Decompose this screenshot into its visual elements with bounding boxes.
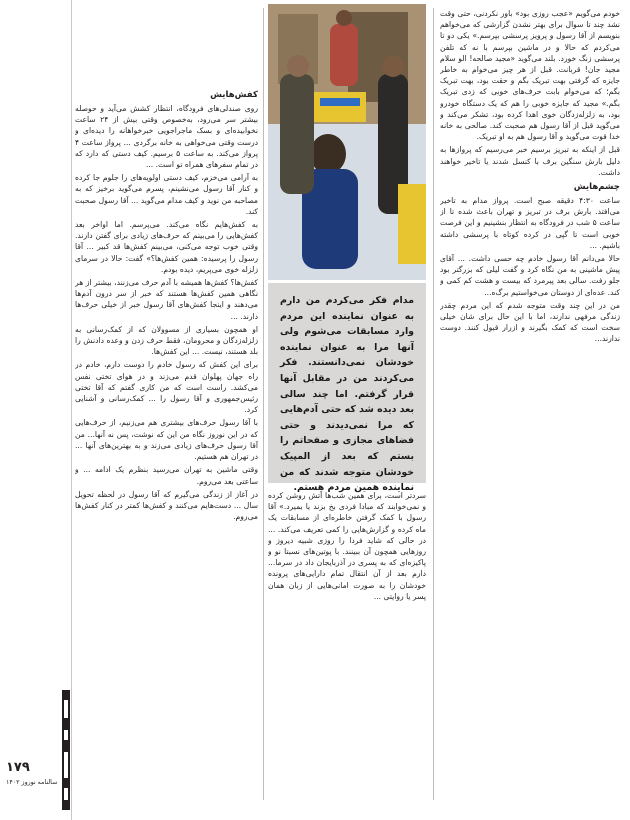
left-para-8: وقتی ماشین به تهران می‌رسید بنظرم یک ادامه ... و ساعتی بعد می‌روم. <box>75 465 258 486</box>
left-para-7: با آقا رسول حرف‌های بیشتری هم می‌زنیم، از حرف‌هایی که در این نوروز نگاه من این که نوشت، پس نه آنها... من آقا رسول حرف‌های زیادی می‌زند و به بهترین‌های آنها ... در تهران هم هستیم. <box>75 418 258 462</box>
issue-label: سالنامه نوروز ۱۴۰۲ <box>6 779 58 786</box>
right-para-2: قبل از اینکه به تبریز برسیم خبر می‌رسیم که پروازها به دلیل بارش سنگین برف با کنسل شدند یا تاخیر خواهند داشت. <box>440 145 620 177</box>
right-para-5: من در این چند وقت متوجه شدم که این مردم چقدر زندگی مرفهی ندارند، اما با این حال برای شان خیلی سخت است که کمک بگیرند و ازرار قبول کنند. دوست ندارند... <box>440 300 620 344</box>
left-para-1: روی صندلی‌های فرودگاه، انتظار کشش می‌آید و حوصله بیشتر سر می‌رود، به‌خصوص وقتی بیش از ۲۴ ساعت نخوابیده‌ای و بسک ماجراجویی خبرخواهانه را دیده‌ای و درست وقتی می‌خواهی به خانه برگردی ... پرواز ساعت ۴ پرواز می‌کند. به ساعت ۵ برسیم. کیف دستی که دارد که در تمام سفرهای همراه تو است. ... <box>75 104 258 170</box>
middle-column <box>268 490 426 800</box>
page-number: ۱۷۹ <box>6 760 30 775</box>
column-divider <box>433 8 434 800</box>
left-para-5: او همچون بسیاری از مسوولان که از کمک‌رسانی به زلزله‌زدگان و محرومان، فقط حرف زدن و وعده دادنش را بلد هستند، نیست. ... این کفش‌ها. <box>75 324 258 357</box>
photo-illustration <box>268 4 426 280</box>
pull-quote: مدام فکر می‌کردم من دارم به عنوان نماینده این مردم وارد مسابقات می‌شوم ولی آنها مرا به عنوان نماینده خودشان نمی‌دانستند. فکر می‌کردند من در مقابل آنها قرار گرفتم. اما چند سالی بعد دیده شد که حتی آدم‌هایی که مرا نمی‌دیدند و حتی فضاهای مجازی و صفحاتم را بستم که بعد از المپیک خودشان متوجه شدند که من نماینده همین مردم هستم. <box>268 283 426 483</box>
left-para-3: به کفش‌هایم نگاه می‌کند. می‌پرسم. اما اواخر بعد کفش‌هایی را می‌بینم که حرف‌های زیادی برای گفتن دارند. وقتی خوب توجه می‌کنی، می‌بینم کفش‌ها قد کبیر ... آقا رسول را پرسیده: همین کفش‌ها؟» گفت: حالا در سرمای زلزله خوی می‌پریم، دیده بودم. <box>75 220 258 274</box>
right-para-4: حالا می‌دانم آقا رسول خادم چه حسی داشت. ... آقای پیش ماشینی به من نگاه کرد و گفت لیلی که بزرگتر بود جلو رفت. سالی بعد پیرمرد که بیست و هشت کم کمی و کند. عده‌ای از دوستان می‌خواستیم برگ‌ه... <box>440 254 620 297</box>
middle-body: سردتر است، برای همین شب‌ها آتش روشن کرده و نمی‌خوابند که مبادا فردی بخ بزند یا بمیرد.» آقا رسول با کمک گرفتن خاطره‌ای از مسابقات یک ماه کرده و گزارش‌هایی را کمی تعریف می‌کند. ... در حالی که شاید فردا را روزی شبیه دیروز و روزهایی همچون آن ببینند. با پوتین‌های نسبتا نو و پاکیزه‌ای که به پسری در آذربایجان داد در سرما... دارم بعد از آن انتقال تمام دارایی‌های پرونده خودشان را به صورت امانی‌هایی از زبان همان پسر یا روایتی ... <box>268 491 426 601</box>
magazine-logo-icon <box>60 690 72 810</box>
right-para-3: ساعت ۴:۳۰ دقیقه صبح است. پرواز مدام به تاخیر می‌افتد. بارش برف در تبریز و تهران باعث شده تا از ساعت ۵ شب در فرودگاه به انتظار بنشینیم و این فرصت خوبی است تا گپی در کرده کوتاه با پرسشی داشته باشیم. ... <box>440 196 620 250</box>
photo-aid-distribution <box>268 4 426 280</box>
left-column <box>75 86 258 798</box>
column-divider <box>263 8 264 800</box>
right-column <box>440 8 620 798</box>
section-heading-shoes: کفش‌هایش <box>210 90 258 100</box>
left-para-6: برای این کفش که رسول خادم را دوست دارم، خادم در راه جهان پهلوان قدم می‌زند و در هوای تختی نفس می‌کشد. راست است که من کاری گفتم که آقا تختی رئیس‌جمهوری و آقا رسول را ... کمک‌رسانی و آشنایی کرد. <box>75 360 258 415</box>
left-para-9: در آغاز از زندگی می‌گیرم که آقا رسول در لحظه تحویل سال ... دست‌هایم می‌کنند و کفش‌ها کمتر در کنار کفش‌ها می‌روم. <box>75 489 258 522</box>
section-heading-eyes: چشم‌هایش <box>573 182 620 193</box>
right-para-1: خودم می‌گویم «عجب روزی بود» باور نکردنی، حتی وقت نشد چند تا سوال برای بهتر نشدن گزارشی که می‌خواهم بنویسم از آقا رسول و پرویز پرسشی بپرسم.» یکی دو تا می‌کردم که حالا و در ماشین بپرسم با نه که تلفن پرسشی زنگ خورد. بلند می‌گوید «مجید صالحه! الو سلام مجید جان! قربانت. قبل از هر چیز می‌خوام به خاطر جایزه که گرفتی بهت تبریک بگم و حقت بود، بهت تبریک بگم؛ که می‌خوام بابت حرف‌های خوبی که زدی تبریک بگم.» مجید که جایزه خوبی را هم که یک دستگاه خودرو بود، به زلزله‌زدگان خوی اهدا کرده بود، تشکر می‌کند و می‌گوید قبل از آقا رسول هم صحبت کند. صالحی به خانه خدا قوت می‌گوید و آقا رسول هم به او تبریک. <box>440 9 620 142</box>
left-para-4: کفش‌ها؟ کفش‌ها همیشه با آدم حرف می‌زنند، بیشتر از هر نگاهی همین کفش‌ها هستند که خبر از سر درون آدم‌ها می‌دهند و اینجا کفش‌های آقا رسول خبر از خیلی حرف‌ها دارند. ... <box>75 278 258 321</box>
left-para-2: به آرامی می‌خزم، کیف دستی اولویه‌های را جلوم جا کرده و کنار آقا رسول می‌نشینم، پسرم می‌گوید برخیز که به مصاحبه من نوید و کیف مدام می‌گوید ... آقا رسول صحبت کند. <box>75 173 258 216</box>
